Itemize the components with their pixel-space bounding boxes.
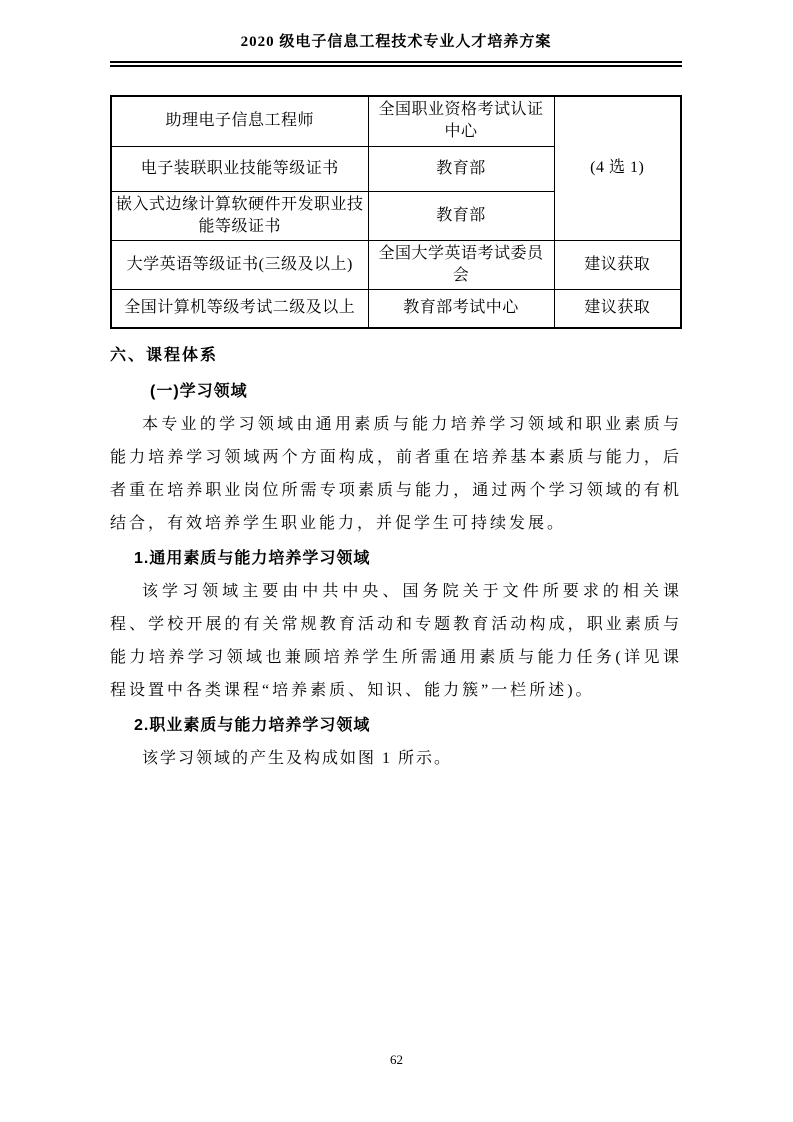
- page-number: 62: [390, 1052, 403, 1067]
- issuing-body-cell: 全国职业资格考试认证中心: [368, 96, 554, 146]
- issuing-body-cell: 教育部考试中心: [368, 289, 554, 328]
- page-content: [110, 0, 682, 775]
- header-double-rule: [110, 61, 682, 67]
- requirement-note-cell: (4 选 1): [554, 96, 681, 240]
- certificate-name-cell: 助理电子信息工程师: [111, 96, 368, 146]
- section-heading-curriculum: 六、课程体系: [110, 347, 219, 364]
- certification-table: [110, 95, 682, 329]
- certificate-name-cell: 全国计算机等级考试二级及以上: [111, 289, 368, 328]
- subsection-heading-learning-domains: (一)学习领域: [150, 383, 248, 400]
- page-header-title: 2020 级电子信息工程技术专业人才培养方案: [240, 34, 552, 50]
- certificate-name-cell: 大学英语等级证书(三级及以上): [111, 240, 368, 289]
- issuing-body-cell: 教育部: [368, 191, 554, 240]
- table-row: [111, 289, 681, 328]
- requirement-note-cell: 建议获取: [554, 289, 681, 328]
- item-heading-general-domain: 1.通用素质与能力培养学习领域: [134, 550, 371, 567]
- paragraph-general-domain-desc: 该学习领域主要由中共中央、国务院关于文件所要求的相关课程、学校开展的有关常规教育活动和专题教育活动构成，职业素质与能力培养学习领域也兼顾培养学生所需通用素质与能力任务(详见课程设置中各类课程“培养素质、知识、能力簇”一栏所述)。: [110, 583, 682, 699]
- requirement-note-cell: 建议获取: [554, 240, 681, 289]
- paragraph-vocational-domain-ref: 该学习领域的产生及构成如图 1 所示。: [142, 750, 453, 767]
- certificate-name-cell: 电子装联职业技能等级证书: [111, 146, 368, 191]
- table-row: [111, 96, 681, 146]
- item-heading-vocational-domain: 2.职业素质与能力培养学习领域: [134, 717, 371, 734]
- issuing-body-cell: 教育部: [368, 146, 554, 191]
- issuing-body-cell: 全国大学英语考试委员会: [368, 240, 554, 289]
- certificate-name-cell: 嵌入式边缘计算软硬件开发职业技能等级证书: [111, 191, 368, 240]
- table-row: [111, 240, 681, 289]
- paragraph-learning-domains-intro: 本专业的学习领域由通用素质与能力培养学习领域和职业素质与能力培养学习领域两个方面构成，前者重在培养基本素质与能力，后者重在培养职业岗位所需专项素质与能力，通过两个学习领域的有机结合，有效培养学生职业能力，并促学生可持续发展。: [110, 416, 682, 532]
